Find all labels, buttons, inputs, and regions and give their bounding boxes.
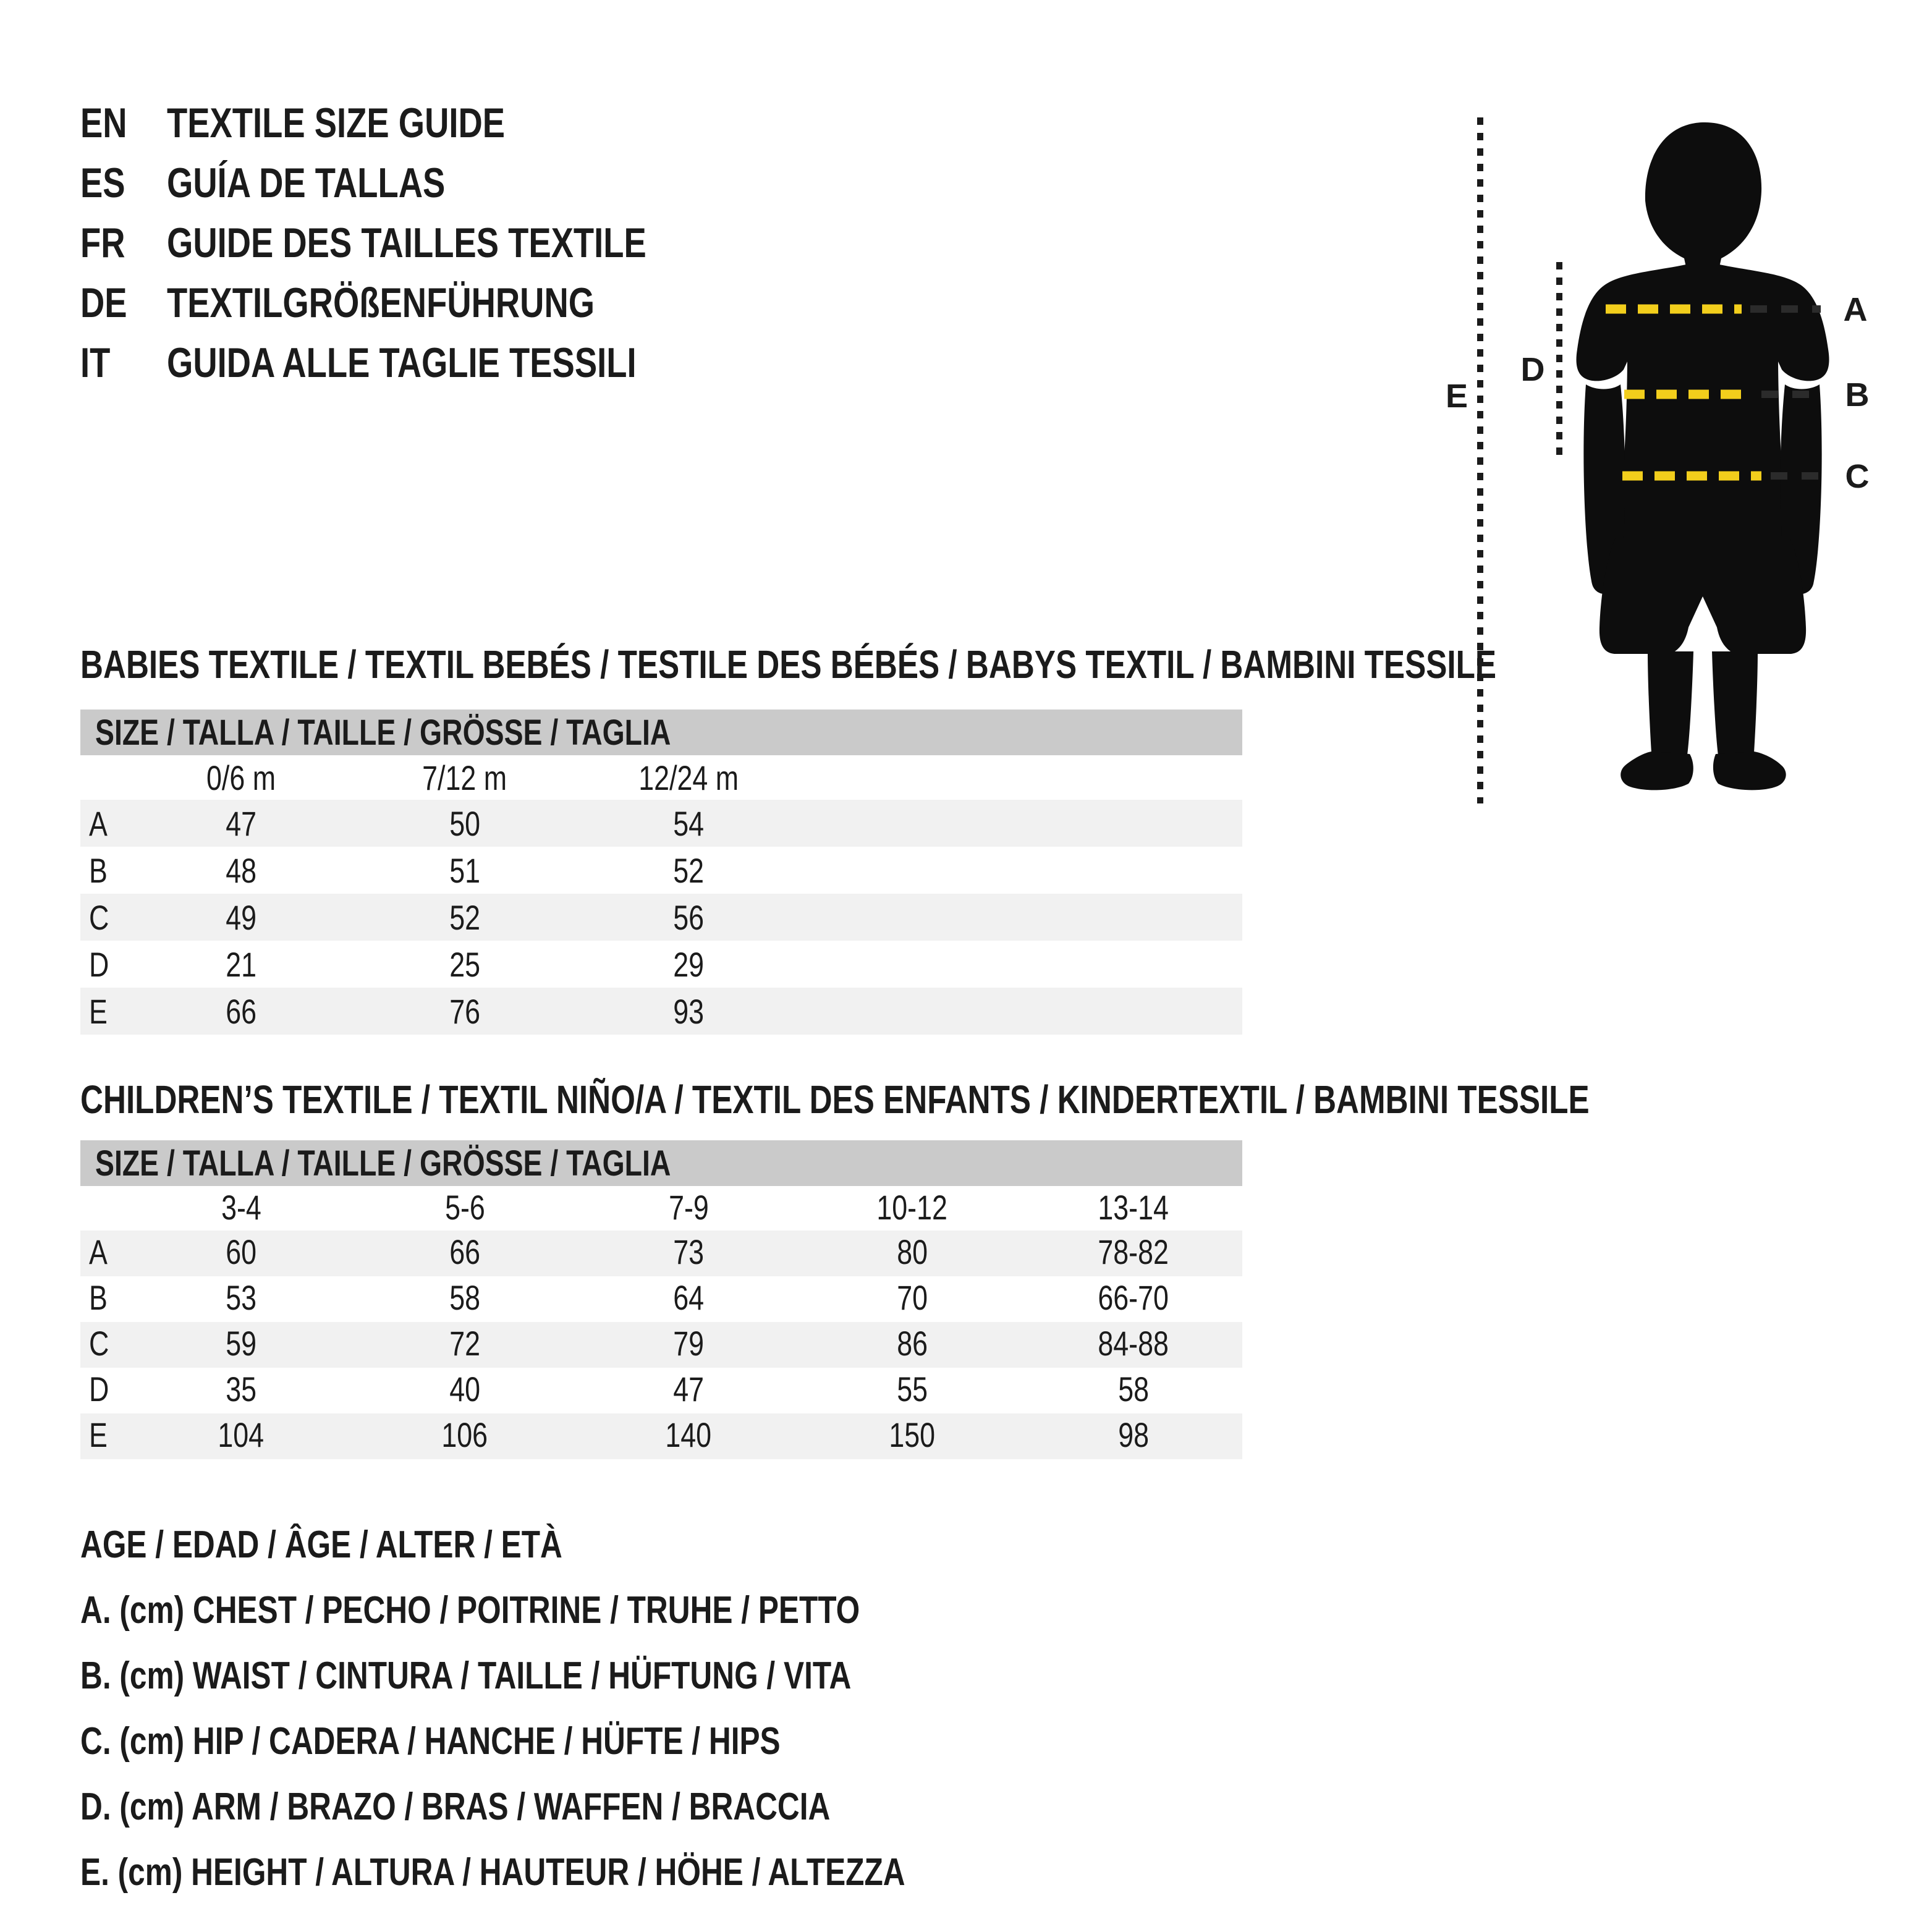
- legend-height-line: E. (cm) HEIGHT / ALTURA / HAUTEUR / HÖHE / ALTEZZA: [80, 1850, 905, 1894]
- column-header: 12/24 m: [638, 758, 739, 797]
- table-cell: 40: [449, 1370, 480, 1409]
- row-label: E: [89, 1415, 108, 1455]
- language-code: DE: [80, 279, 127, 326]
- table-row: [80, 1368, 1242, 1413]
- child-silhouette-diagram: [1440, 105, 1885, 816]
- legend-hip-line: C. (cm) HIP / CADERA / HANCHE / HÜFTE / HIPS: [80, 1719, 781, 1763]
- language-title-list: [80, 93, 788, 392]
- legend-arm-line: D. (cm) ARM / BRAZO / BRAS / WAFFEN / BRACCIA: [80, 1785, 831, 1828]
- children-section-heading: CHILDREN’S TEXTILE / TEXTIL NIÑO/A / TEXTIL DES ENFANTS / KINDERTEXTIL / BAMBINI TESSILE: [80, 1077, 1590, 1122]
- column-header: 3-4: [221, 1187, 261, 1227]
- language-row-fr: [80, 213, 788, 273]
- column-header: 13-14: [1098, 1187, 1169, 1227]
- table-cell: 50: [449, 803, 480, 843]
- measurement-figure: [1440, 105, 1885, 816]
- language-code: EN: [80, 99, 127, 146]
- table-row: [80, 847, 1242, 894]
- table-cell: 35: [226, 1370, 256, 1409]
- table-cell: 98: [1118, 1415, 1149, 1455]
- babies-section-heading: BABIES TEXTILE / TEXTIL BEBÉS / TESTILE DES BÉBÉS / BABYS TEXTIL / BAMBINI TESSILE: [80, 642, 1497, 687]
- table-cell: 70: [897, 1278, 928, 1318]
- babies-size-table: [80, 710, 1242, 1035]
- language-title: GUÍA DE TALLAS: [167, 159, 446, 206]
- waist-label: B: [1845, 376, 1870, 413]
- measurement-legend: [80, 1512, 1111, 1905]
- table-cell: 53: [226, 1278, 256, 1318]
- table-cell: 52: [673, 850, 704, 890]
- table-row: [80, 894, 1242, 941]
- legend-chest-line: A. (cm) CHEST / PECHO / POITRINE / TRUHE / PETTO: [80, 1588, 860, 1632]
- table-cell: 60: [226, 1232, 256, 1272]
- table-cell: 66: [449, 1232, 480, 1272]
- table-cell: 21: [226, 944, 256, 984]
- table-cell: 150: [889, 1415, 936, 1455]
- table-cell: 76: [449, 991, 480, 1031]
- row-label: D: [89, 944, 109, 984]
- table-cell: 106: [441, 1415, 488, 1455]
- language-row-en: [80, 93, 788, 153]
- table-row: [80, 988, 1242, 1035]
- table-cell: 84-88: [1098, 1324, 1169, 1363]
- table-row: [80, 941, 1242, 988]
- row-label: D: [89, 1370, 109, 1409]
- table-cell: 48: [226, 850, 256, 890]
- table-cell: 58: [1118, 1370, 1149, 1409]
- column-header: 0/6 m: [206, 758, 276, 797]
- row-label: B: [89, 850, 108, 890]
- table-cell: 86: [897, 1324, 928, 1363]
- children-size-header-bar: SIZE / TALLA / TAILLE / GRÖSSE / TAGLIA: [80, 1140, 1242, 1186]
- legend-age-line: AGE / EDAD / ÂGE / ALTER / ETÀ: [80, 1523, 562, 1566]
- table-cell: 49: [226, 897, 256, 937]
- column-header: 7/12 m: [422, 758, 507, 797]
- column-header: 10-12: [876, 1187, 948, 1227]
- child-silhouette: [1577, 122, 1829, 790]
- table-cell: 25: [449, 944, 480, 984]
- table-row: [80, 800, 1242, 847]
- table-row: [80, 1276, 1242, 1322]
- arm-label: D: [1520, 351, 1545, 388]
- language-title: GUIDE DES TAILLES TEXTILE: [167, 219, 646, 266]
- table-cell: 73: [673, 1232, 704, 1272]
- language-row-es: [80, 153, 788, 213]
- table-row: [80, 1231, 1242, 1276]
- language-code: FR: [80, 219, 125, 266]
- table-cell: 59: [226, 1324, 256, 1363]
- table-cell: 66-70: [1098, 1278, 1169, 1318]
- row-label: B: [89, 1278, 108, 1318]
- table-cell: 78-82: [1098, 1232, 1169, 1272]
- height-label: E: [1445, 378, 1468, 415]
- table-cell: 47: [673, 1370, 704, 1409]
- children-column-header-row: [80, 1186, 1242, 1231]
- row-label: C: [89, 1324, 109, 1363]
- column-header: 7-9: [668, 1187, 709, 1227]
- language-code: IT: [80, 339, 111, 386]
- language-title: GUIDA ALLE TAGLIE TESSILI: [167, 339, 637, 386]
- row-label: C: [89, 897, 109, 937]
- table-cell: 54: [673, 803, 704, 843]
- table-cell: 104: [218, 1415, 265, 1455]
- language-row-it: [80, 333, 788, 392]
- table-cell: 55: [897, 1370, 928, 1409]
- row-label: A: [89, 803, 108, 843]
- table-cell: 64: [673, 1278, 704, 1318]
- chest-label: A: [1843, 291, 1868, 328]
- row-label: E: [89, 991, 108, 1031]
- table-cell: 51: [449, 850, 480, 890]
- table-cell: 58: [449, 1278, 480, 1318]
- row-label: A: [89, 1232, 108, 1272]
- table-cell: 47: [226, 803, 256, 843]
- table-cell: 29: [673, 944, 704, 984]
- table-cell: 140: [665, 1415, 712, 1455]
- table-cell: 79: [673, 1324, 704, 1363]
- column-header: 5-6: [444, 1187, 485, 1227]
- language-title: TEXTILGRÖßENFÜHRUNG: [167, 279, 595, 326]
- table-row: [80, 1322, 1242, 1368]
- table-cell: 93: [673, 991, 704, 1031]
- language-code: ES: [80, 159, 125, 206]
- table-row: [80, 1413, 1242, 1459]
- babies-size-header-bar: SIZE / TALLA / TAILLE / GRÖSSE / TAGLIA: [80, 710, 1242, 755]
- children-size-table: [80, 1140, 1242, 1459]
- babies-column-header-row: [80, 755, 1242, 800]
- legend-waist-line: B. (cm) WAIST / CINTURA / TAILLE / HÜFTUNG / VITA: [80, 1654, 852, 1697]
- hip-label: C: [1845, 458, 1870, 495]
- language-title: TEXTILE SIZE GUIDE: [167, 99, 506, 146]
- table-cell: 80: [897, 1232, 928, 1272]
- table-cell: 52: [449, 897, 480, 937]
- language-row-de: [80, 273, 788, 333]
- table-cell: 56: [673, 897, 704, 937]
- table-cell: 66: [226, 991, 256, 1031]
- table-cell: 72: [449, 1324, 480, 1363]
